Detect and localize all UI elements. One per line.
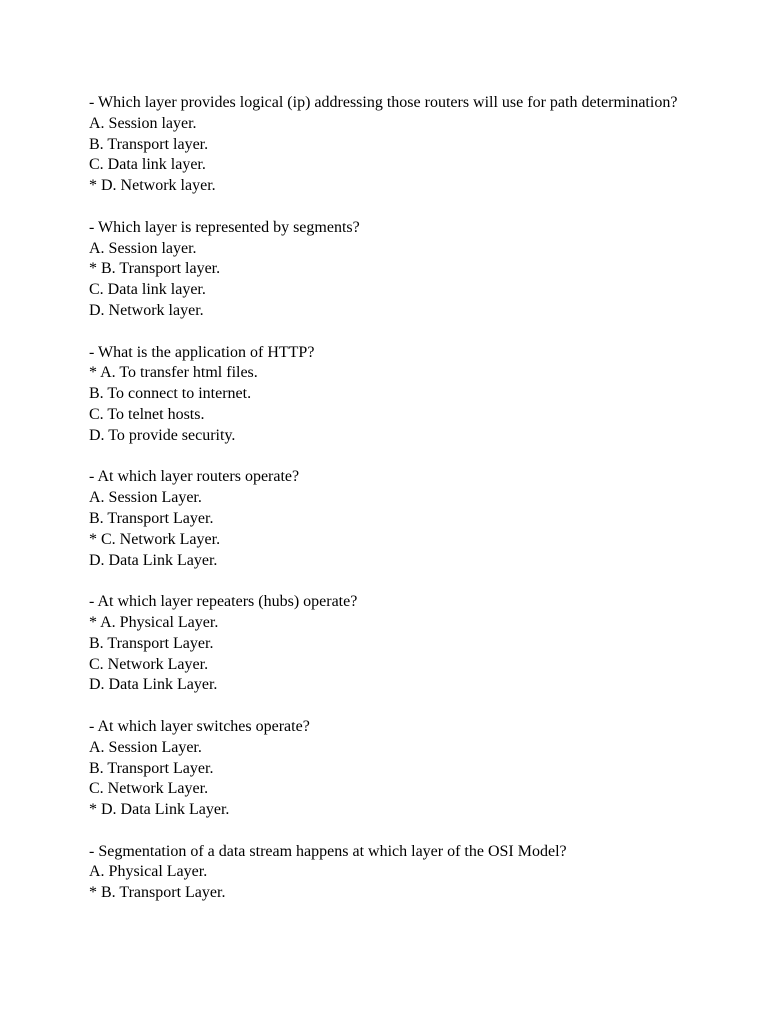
answer-option: B. Transport Layer. [89, 509, 214, 527]
answer-option-correct: * B. Transport Layer. [89, 884, 226, 902]
question-block [89, 343, 689, 447]
answer-option-correct: * A. Physical Layer. [89, 613, 219, 631]
question-block [89, 218, 689, 322]
question-text: - Which layer is represented by segments? [89, 218, 360, 236]
question-text: - Segmentation of a data stream happens at which layer of the OSI Model? [89, 842, 567, 860]
answer-option: C. Data link layer. [89, 281, 206, 299]
answer-option: C. To telnet hosts. [89, 405, 205, 423]
question-text: - At which layer switches operate? [89, 717, 310, 735]
question-block [89, 842, 689, 904]
answer-option: D. To provide security. [89, 426, 236, 444]
answer-option: A. Physical Layer. [89, 863, 208, 881]
answer-option: B. Transport Layer. [89, 634, 214, 652]
answer-option-correct: * A. To transfer html files. [89, 364, 258, 382]
answer-option-correct: * C. Network Layer. [89, 530, 221, 548]
answer-option: D. Data Link Layer. [89, 551, 218, 569]
question-text: - At which layer routers operate? [89, 468, 300, 486]
question-block [89, 93, 689, 197]
answer-option: C. Network Layer. [89, 655, 209, 673]
answer-option: A. Session layer. [89, 239, 197, 257]
quiz-content [89, 93, 689, 925]
answer-option: C. Data link layer. [89, 156, 206, 174]
question-block [89, 467, 689, 571]
answer-option: B. Transport Layer. [89, 759, 214, 777]
answer-option: D. Data Link Layer. [89, 676, 218, 694]
answer-option: A. Session Layer. [89, 738, 202, 756]
answer-option-correct: * D. Network layer. [89, 177, 216, 195]
answer-option: B. To connect to internet. [89, 385, 252, 403]
answer-option: A. Session Layer. [89, 489, 202, 507]
question-text: - At which layer repeaters (hubs) operate? [89, 593, 358, 611]
question-text: - What is the application of HTTP? [89, 343, 315, 361]
question-text: - Which layer provides logical (ip) addressing those routers will use for path determination? [89, 94, 678, 111]
question-block [89, 717, 689, 821]
answer-option-correct: * B. Transport layer. [89, 260, 221, 278]
answer-option: A. Session layer. [89, 114, 197, 132]
question-block [89, 592, 689, 696]
answer-option: C. Network Layer. [89, 780, 209, 798]
answer-option: D. Network layer. [89, 301, 204, 319]
answer-option: B. Transport layer. [89, 135, 209, 153]
answer-option-correct: * D. Data Link Layer. [89, 801, 230, 819]
